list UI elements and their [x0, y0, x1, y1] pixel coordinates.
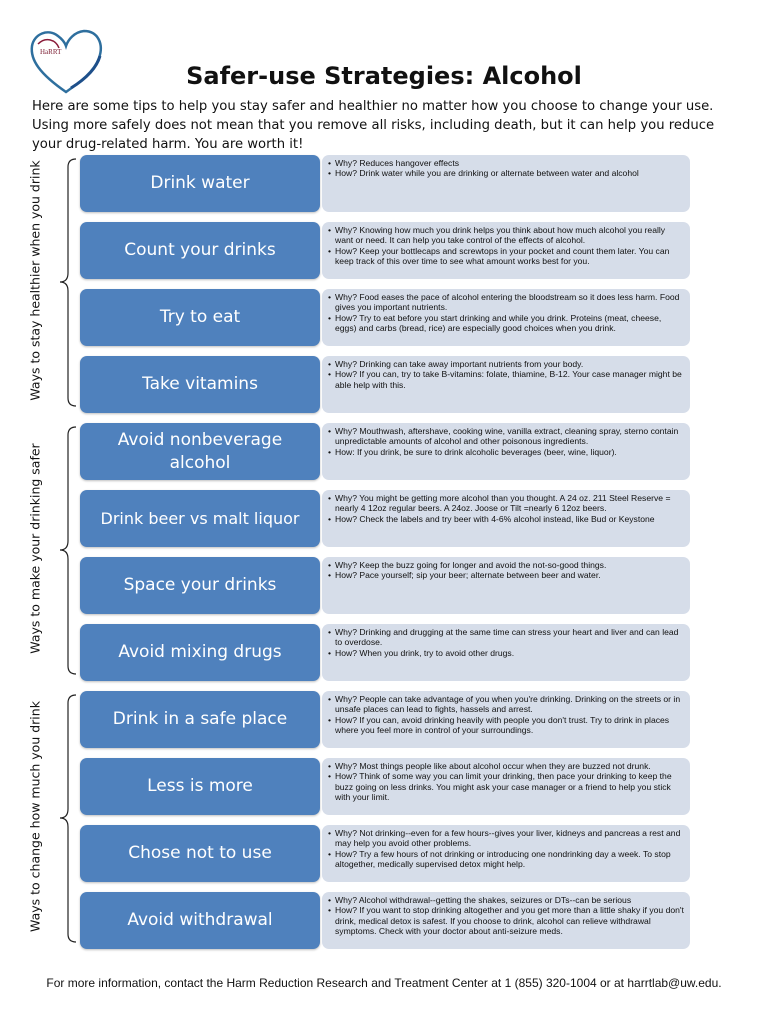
- strategy-row: [80, 825, 692, 882]
- strategy-why: Why? Most things people like about alcohol occur when they are buzzed not drunk.: [335, 761, 651, 771]
- page-title: Safer-use Strategies: Alcohol: [186, 62, 582, 90]
- section-bracket-3: [58, 694, 78, 944]
- strategy-title: Avoid nonbeverage alcohol: [80, 423, 320, 480]
- strategy-details: • Why? Knowing how much you drink helps you think about how much alcohol you really want or need. It can help you take control of the effects of alcohol. • How? Keep your bottlecaps and screwtops in your pocket and count them later. You can keep track of this over time to see what amount works best for you.: [322, 222, 690, 279]
- strategy-why: Why? Reduces hangover effects: [335, 158, 460, 168]
- strategy-row: [80, 691, 692, 748]
- strategy-title: Try to eat: [80, 289, 320, 346]
- strategy-details: • Why? Drinking and drugging at the same time can stress your heart and liver and can lead to overdose. • How? When you drink, try to avoid other drugs.: [322, 624, 690, 681]
- strategy-row: [80, 490, 692, 547]
- strategy-title: Avoid mixing drugs: [80, 624, 320, 681]
- strategy-details: • Why? Alcohol withdrawal--getting the shakes, seizures or DTs--can be serious • How? If you want to stop drinking altogether and you get more than a little shaky if you don't drink, medical detox is safest. If you choose to drink, alcohol can relieve withdrawal symptoms. Check with your doctor about anti-seizure meds.: [322, 892, 690, 949]
- logo-text: HaRRT: [40, 48, 62, 56]
- strategy-details: • Why? Not drinking--even for a few hours--gives your liver, kidneys and pancreas a rest and may help you avoid other problems. • How? Try a few hours of not drinking or introducing one nondrinking day a week. To stop altogether, medically supervised detox might help.: [322, 825, 690, 882]
- strategy-row: [80, 356, 692, 413]
- strategy-why: Why? Drinking can take away important nutrients from your body.: [335, 359, 584, 369]
- strategy-details: • Why? People can take advantage of you when you're drinking. Drinking on the streets or in unsafe places can lead to fights, hassels and arrest. • How? If you can, avoid drinking heavily with people you don't trust. Try to drink in places where you feel more in control of your surroundings.: [322, 691, 690, 748]
- strategy-details: • Why? Drinking can take away important nutrients from your body. • How? If you can, try to take B-vitamins: folate, thiamine, B-12. Your case manager might be able help with this.: [322, 356, 690, 413]
- strategy-row: [80, 557, 692, 614]
- strategy-row: [80, 423, 692, 480]
- strategy-row: [80, 892, 692, 949]
- strategy-details: • Why? Food eases the pace of alcohol entering the bloodstream so it does less harm. Food gives you important nutrients. • How? Try to eat before you start drinking and while you drink. Proteins (meat, cheese, eggs) and carbs (bread, rice) are especially good choices when you drink.: [322, 289, 690, 346]
- footer-contact: For more information, contact the Harm Reduction Research and Treatment Center at 1 (855) 320-1004 or at harrtlab@uw.edu.: [46, 976, 722, 990]
- strategy-row: [80, 289, 692, 346]
- strategy-title: Drink beer vs malt liquor: [80, 490, 320, 547]
- strategy-how: How? When you drink, try to avoid other drugs.: [335, 647, 515, 658]
- strategy-title: Chose not to use: [80, 825, 320, 882]
- section-label-safer: Ways to make your drinking safer: [27, 443, 43, 654]
- strategy-row: [80, 222, 692, 279]
- strategy-why: Why? Drinking and drugging at the same time can stress your heart and liver and can lead to overdose.: [335, 627, 679, 648]
- strategy-title: Drink water: [80, 155, 320, 212]
- strategy-how: How? If you can, avoid drinking heavily with people you don't trust. Try to drink in places where you feel more in control of your surroundings.: [335, 714, 670, 736]
- strategy-title: Less is more: [80, 758, 320, 815]
- section-bracket-1: [58, 158, 78, 408]
- strategy-details: • Why? Reduces hangover effects • How? Drink water while you are drinking or alternate between water and alcohol: [322, 155, 690, 212]
- strategy-why: Why? Food eases the pace of alcohol entering the bloodstream so it does less harm. Food gives you important nutrients.: [335, 292, 680, 313]
- strategy-title: Avoid withdrawal: [80, 892, 320, 949]
- strategy-title: Count your drinks: [80, 222, 320, 279]
- strategy-row: [80, 155, 692, 212]
- strategy-title: Space your drinks: [80, 557, 320, 614]
- strategy-how: How? Check the labels and try beer with 4-6% alcohol instead, like Bud or Keystone: [335, 513, 655, 524]
- strategy-why: Why? Alcohol withdrawal--getting the shakes, seizures or DTs--can be serious: [335, 895, 632, 905]
- strategy-details: • Why? Keep the buzz going for longer and avoid the not-so-good things. • How? Pace yourself; sip your beer; alternate between beer and water.: [322, 557, 690, 614]
- strategy-why: Why? Not drinking--even for a few hours--gives your liver, kidneys and pancreas a rest and may help you avoid other problems.: [335, 828, 681, 849]
- strategy-why: Why? Knowing how much you drink helps you think about how much alcohol you really want or need. It can help you take control of the effects of alcohol.: [335, 225, 666, 246]
- strategy-how: How? Keep your bottlecaps and screwtops in your pocket and count them later. You can keep track of this over time to see what amount works best for you.: [335, 245, 670, 267]
- strategy-how: How? If you can, try to take B-vitamins: folate, thiamine, B-12. Your case manager might be able help with this.: [335, 369, 682, 390]
- strategy-title: Drink in a safe place: [80, 691, 320, 748]
- strategy-why: Why? You might be getting more alcohol than you thought. A 24 oz. 211 Steel Reserve = nearly 4 12oz regular beers. A 24oz. Joose or Tilt =nearly 6 12oz beers.: [335, 493, 671, 514]
- strategy-details: • Why? Mouthwash, aftershave, cooking wine, vanilla extract, cleaning spray, sterno contain unpredictable amounts of alcohol and other poisonous ingredients. • How: If you drink, be sure to drink alcoholic beverages (beer, wine, liquor).: [322, 423, 690, 480]
- strategy-how: How? Try a few hours of not drinking or introducing one nondrinking day a week. To stop altogether, medically supervised detox might help.: [335, 848, 671, 870]
- section-label-healthier: Ways to stay healthier when you drink: [27, 160, 43, 401]
- intro-paragraph: Here are some tips to help you stay safer and healthier no matter how you choose to change your use. Using more safely does not mean that you remove all risks, including death, but it can help you reduce your drug-related harm. You are worth it!: [32, 99, 715, 152]
- strategy-how: How? Try to eat before you start drinking and while you drink. Proteins (meat, cheese, eggs) and carbs (bread, rice) are especially good choices when you drink.: [335, 312, 662, 334]
- strategy-title: Take vitamins: [80, 356, 320, 413]
- strategy-how: How? If you want to stop drinking altogether and you get more than a little shaky if you don't drink, medical detox is safest. If you choose to drink, alcohol can relieve withdrawal symptoms. Check with your doctor about anti-seizure meds.: [335, 905, 684, 937]
- strategy-row: [80, 624, 692, 681]
- section-bracket-2: [58, 426, 78, 676]
- strategy-row: [80, 758, 692, 815]
- strategy-how: How? Pace yourself; sip your beer; alternate between beer and water.: [335, 570, 601, 581]
- strategy-how: How? Think of some way you can limit your drinking, then pace your drinking to keep the buzz going on less drinks. You might ask your case manager or a friend to help you stick with your limit.: [335, 771, 672, 803]
- strategy-details: • Why? You might be getting more alcohol than you thought. A 24 oz. 211 Steel Reserve = nearly 4 12oz regular beers. A 24oz. Joose or Tilt =nearly 6 12oz beers. • How? Check the labels and try beer with 4-6% alcohol instead, like Bud or Keystone: [322, 490, 690, 547]
- strategy-how: How: If you drink, be sure to drink alcoholic beverages (beer, wine, liquor).: [335, 446, 617, 457]
- strategy-why: Why? Mouthwash, aftershave, cooking wine, vanilla extract, cleaning spray, sterno contain unpredictable amounts of alcohol and other poisonous ingredients.: [335, 426, 679, 447]
- section-label-how-much: Ways to change how much you drink: [27, 701, 43, 932]
- strategy-details: • Why? Most things people like about alcohol occur when they are buzzed not drunk. • How? Think of some way you can limit your drinking, then pace your drinking to keep the buzz going on less drinks. You might ask your case manager or a friend to help you stick with your limit.: [322, 758, 690, 815]
- strategy-why: Why? Keep the buzz going for longer and avoid the not-so-good things.: [335, 560, 607, 570]
- strategy-how: How? Drink water while you are drinking or alternate between water and alcohol: [335, 168, 639, 179]
- strategy-why: Why? People can take advantage of you when you're drinking. Drinking on the streets or in unsafe places can lead to fights, hassels and arrest.: [335, 694, 681, 715]
